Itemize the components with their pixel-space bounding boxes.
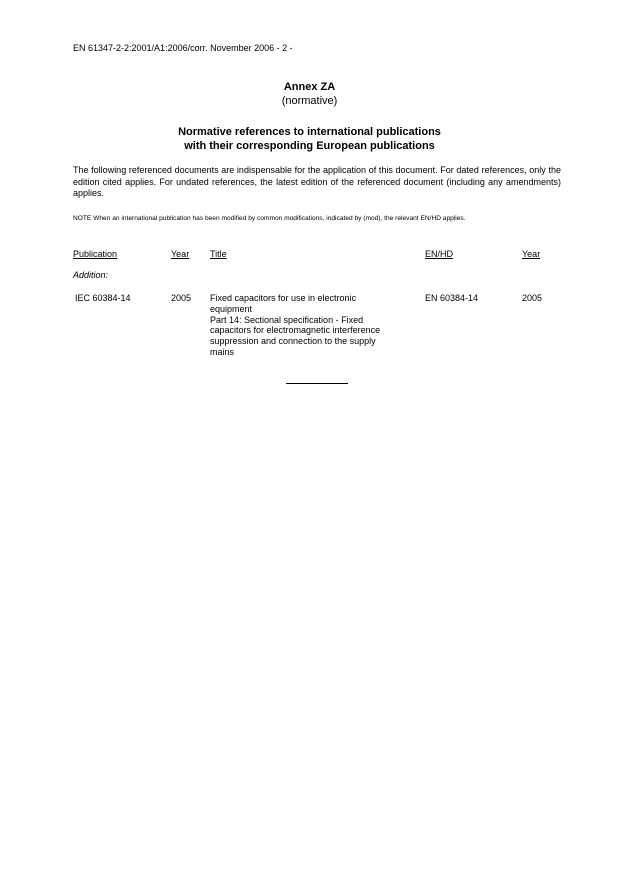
- column-header-publication: Publication: [73, 249, 118, 259]
- table-cell-year: 2005: [171, 293, 192, 303]
- document-header: EN 61347-2-2:2001/A1:2006/corr. November 2006 - 2 -: [73, 43, 293, 53]
- addition-label: Addition:: [73, 270, 109, 280]
- section-heading-line-1: Normative references to international publications: [178, 126, 441, 138]
- title-line: suppression and connection to the supply: [210, 336, 376, 347]
- column-header-en-hd: EN/HD: [425, 249, 454, 259]
- title-line: Fixed capacitors for use in electronic: [210, 293, 357, 303]
- table-cell-en-hd: EN 60384-14: [425, 293, 479, 303]
- title-line: capacitors for electromagnetic interference: [210, 325, 381, 336]
- table-cell-title: [210, 293, 415, 358]
- title-line: equipment: [210, 303, 253, 314]
- table-cell-publication: IEC 60384-14: [75, 293, 131, 303]
- note-paragraph: NOTE When an international publication has been modified by common modifications, indicated by (mod), the relevant EN/HD applies.: [73, 215, 466, 222]
- table-cell-year-2: 2005: [522, 293, 543, 303]
- section-heading-line-2: with their corresponding European publications: [184, 140, 435, 152]
- title-line: Part 14: Sectional specification - Fixed: [210, 314, 364, 325]
- end-rule: [286, 383, 348, 384]
- column-header-title: Title: [210, 249, 227, 259]
- annex-subtitle: (normative): [281, 95, 338, 107]
- column-header-year: Year: [171, 249, 190, 259]
- title-line: mains: [210, 346, 235, 357]
- section-heading: [0, 125, 619, 153]
- intro-paragraph: The following referenced documents are indispensable for the application of this document. For dated references, only the edition cited applies. For undated references, the latest edition of the referenced document (including any amendments) applies.: [73, 165, 561, 198]
- annex-title: Annex ZA: [283, 81, 336, 93]
- column-header-year-2: Year: [522, 249, 541, 259]
